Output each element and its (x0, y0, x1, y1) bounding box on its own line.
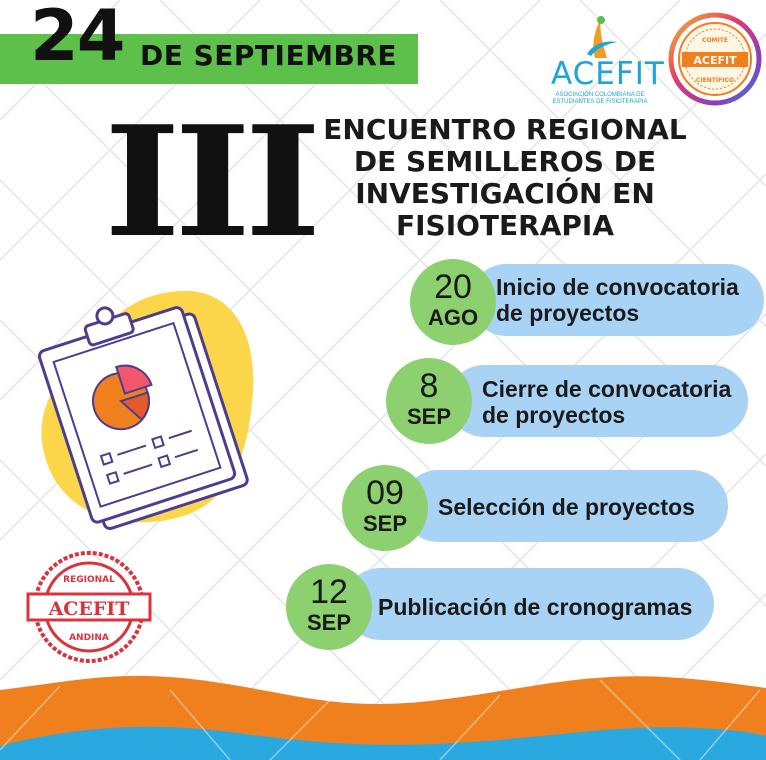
date-circle (386, 358, 472, 444)
edition-numeral: III (104, 92, 315, 271)
seal-top-center: ACEFIT (693, 54, 737, 67)
acefit-subtitle: ASOCIACIÓN COLOMBIANA DE ESTUDIANTES DE FISIOTERAPIA (552, 92, 648, 105)
seal-top-upper: COMITÉ (702, 37, 728, 44)
clipboard-chart-icon (20, 282, 270, 532)
timeline-text (438, 494, 695, 520)
title-line: DE SEMILLEROS DE (353, 145, 657, 178)
event-title (300, 114, 710, 242)
title-line: ENCUENTRO REGIONAL (323, 113, 687, 146)
timeline-text (482, 376, 731, 428)
timeline-line: de proyectos (482, 402, 626, 428)
timeline-month: SEP (306, 610, 352, 635)
timeline-month: AGO (427, 305, 479, 330)
timeline-text (378, 594, 692, 620)
timeline-text (496, 274, 739, 326)
date-circle (342, 465, 428, 551)
event-day: 24 (30, 0, 124, 77)
timeline-line: de proyectos (496, 300, 640, 326)
comite-cientifico-seal (668, 12, 762, 106)
timeline-day: 09 (366, 474, 404, 512)
timeline-day: 12 (310, 573, 348, 611)
acefit-logo (545, 14, 665, 105)
seal-bottom-center: ACEFIT (48, 598, 130, 620)
timeline-day: 8 (419, 367, 439, 405)
timeline-month: SEP (362, 511, 408, 536)
timeline-line: Selección de proyectos (438, 494, 695, 520)
event-month: DE SEPTIEMBRE (140, 39, 397, 72)
bottom-waves (0, 650, 766, 760)
title-line: INVESTIGACIÓN EN (355, 177, 655, 210)
seal-bottom-upper: REGIONAL (63, 575, 115, 585)
figure-icon (545, 14, 655, 60)
acefit-brand: ACEFIT (551, 56, 665, 92)
date-circle (410, 259, 496, 345)
seal-top-lower: CIENTÍFICO (696, 77, 734, 84)
timeline-line: Cierre de convocatoria (482, 376, 732, 402)
title-line: FISIOTERAPIA (396, 209, 614, 242)
timeline-day: 20 (434, 268, 472, 306)
timeline-month: SEP (406, 404, 452, 429)
date-circle (286, 564, 372, 650)
seal-bottom-lower: ANDINA (69, 633, 109, 643)
timeline-line: Inicio de convocatoria (496, 274, 739, 300)
regional-andina-seal (24, 548, 154, 666)
timeline-line: Publicación de cronogramas (378, 594, 693, 620)
